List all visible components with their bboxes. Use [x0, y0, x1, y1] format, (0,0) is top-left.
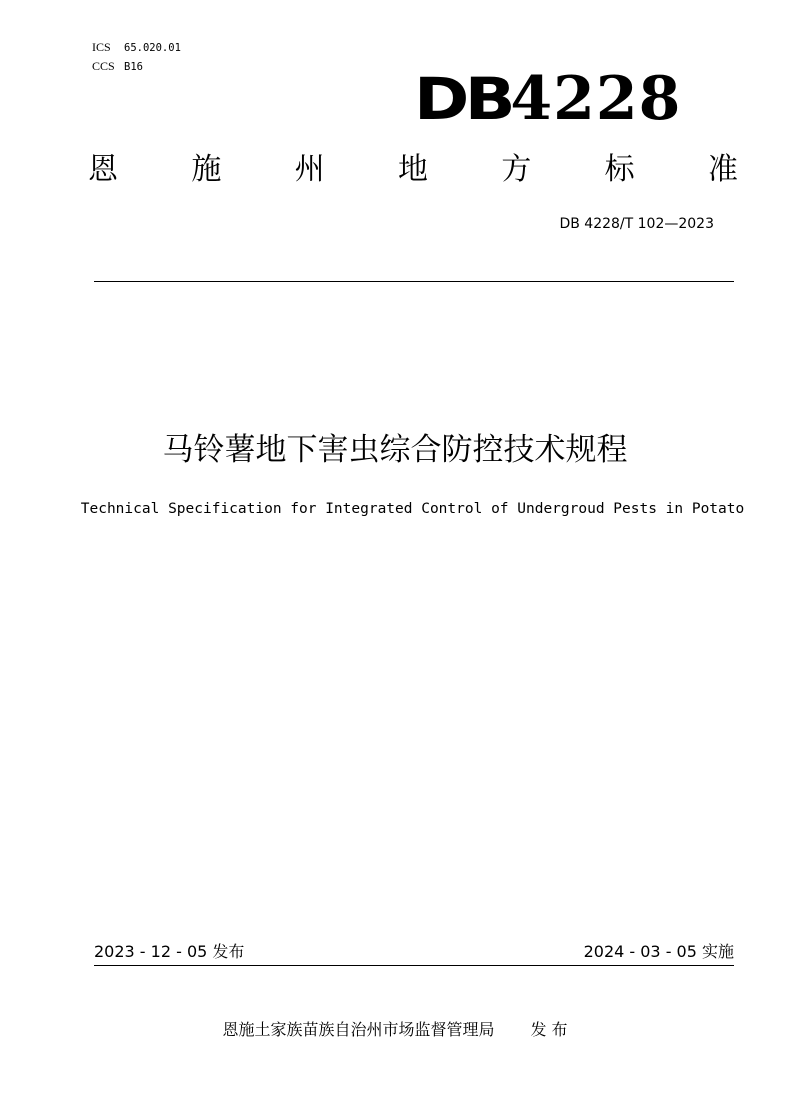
document-title-cn: 马铃薯地下害虫综合防控技术规程: [162, 432, 628, 468]
issuer-action: 发 布: [530, 1020, 568, 1039]
standard-type-char: 地: [397, 152, 428, 187]
standard-type-char: 恩: [88, 152, 118, 187]
ics-label: ICS: [92, 40, 111, 54]
ics-line: [92, 40, 181, 55]
implement-date: 2024 - 03 - 05 实施: [583, 942, 734, 961]
standard-code: DB 4228/T 102—2023: [559, 216, 714, 232]
ccs-code: B16: [124, 61, 143, 73]
standard-type-char: 方: [501, 152, 532, 187]
document-title-en: Technical Specification for Integrated Control of Undergroud Pests in Potato: [80, 501, 745, 517]
release-date: 2023 - 12 - 05 发布: [94, 942, 245, 961]
standard-type-heading: [88, 150, 738, 190]
standard-type-char: 州: [294, 152, 325, 187]
standard-type-char: 施: [191, 152, 222, 187]
db-logo-number: 4228: [510, 64, 682, 134]
db-logo: [414, 64, 682, 134]
standard-type-char: 准: [707, 152, 738, 187]
ics-code: 65.020.01: [124, 42, 181, 54]
standard-type-char: 标: [604, 152, 635, 187]
issuer-name: 恩施土家族苗族自治州市场监督管理局: [222, 1020, 495, 1039]
header-divider: [94, 281, 734, 282]
footer-divider: [94, 965, 734, 966]
ccs-label: CCS: [92, 59, 115, 73]
ccs-line: [92, 59, 143, 74]
db-logo-letters: DB: [414, 65, 512, 133]
issuer-line: [0, 1019, 790, 1041]
